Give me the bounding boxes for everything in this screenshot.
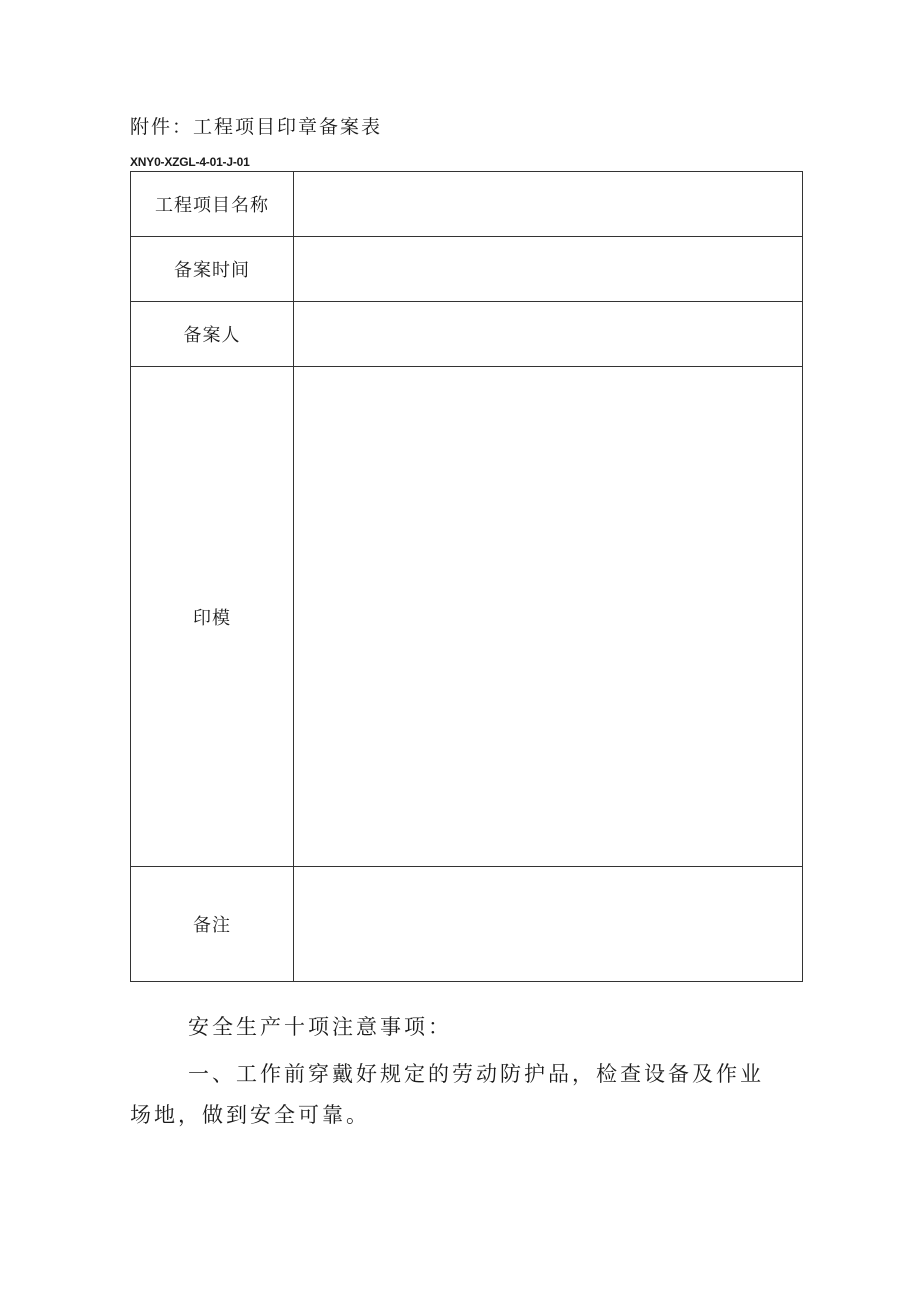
seal-record-table — [130, 171, 803, 982]
table-row-filing-time — [131, 237, 803, 302]
table-row-remarks — [131, 867, 803, 982]
table-row-project-name — [131, 172, 803, 237]
form-code: XNY0-XZGL-4-01-J-01 — [130, 155, 250, 169]
project-name-label: 工程项目名称 — [131, 172, 294, 237]
filer-label: 备案人 — [131, 302, 294, 367]
remarks-value[interactable] — [294, 867, 803, 982]
safety-notice-item-1: 一、工作前穿戴好规定的劳动防护品，检查设备及作业 场地，做到安全可靠。 — [130, 1062, 764, 1127]
project-name-value[interactable] — [294, 172, 803, 237]
safety-notice-title: 安全生产十项注意事项： — [188, 1015, 452, 1039]
seal-impression-label: 印模 — [131, 367, 294, 867]
remarks-label: 备注 — [131, 867, 294, 982]
filing-time-label: 备案时间 — [131, 237, 294, 302]
table-row-filer — [131, 302, 803, 367]
seal-impression-value[interactable] — [294, 367, 803, 867]
table-row-seal-impression — [131, 367, 803, 867]
filing-time-value[interactable] — [294, 237, 803, 302]
filer-value[interactable] — [294, 302, 803, 367]
page-title: 附件：工程项目印章备案表 — [130, 116, 383, 138]
